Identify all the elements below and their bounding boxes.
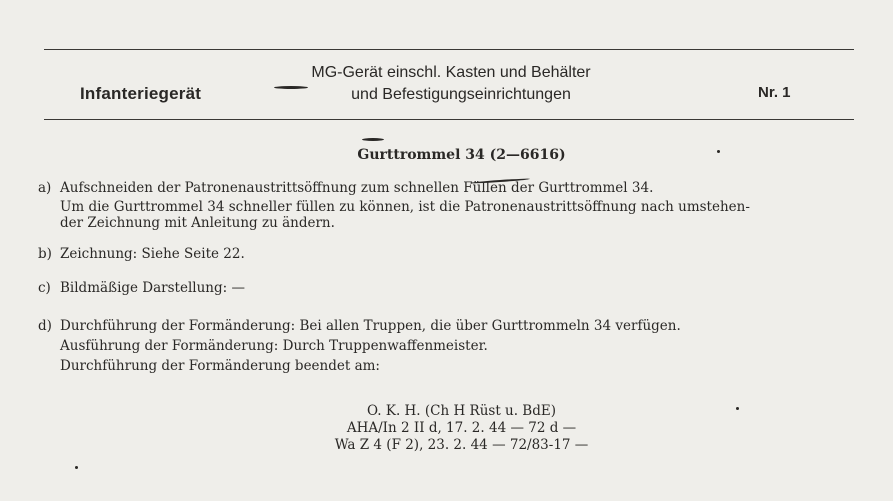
header-top-rule — [44, 49, 854, 50]
signature-line-1: O. K. H. (Ch H Rüst u. BdE) — [367, 403, 556, 419]
item-text: Bildmäßige Darstellung: — — [60, 280, 245, 296]
item-text: Durchführung der Formänderung: Bei allen Truppen, die über Gurttrommeln 34 verfügen. — [60, 318, 681, 334]
item-marker: a) — [38, 180, 52, 196]
item-text: Aufschneiden der Patronenaustrittsöffnung zum schnellen Füllen der Gurttrommel 34. — [60, 180, 654, 196]
header-number: Nr. 1 — [758, 84, 791, 101]
ink-smudge — [274, 86, 308, 89]
list-item-d — [38, 318, 838, 378]
ink-dot — [75, 466, 78, 469]
item-a-line-2: Um die Gurttrommel 34 schneller füllen zu können, ist die Patronenaustrittsöffnung nach umstehen- — [60, 199, 750, 215]
list-item-b — [38, 246, 838, 262]
header-title-line-2: und Befestigungseinrichtungen — [351, 86, 571, 103]
item-marker: b) — [38, 246, 52, 262]
header-category: Infanteriegerät — [80, 84, 202, 103]
list-item-c — [38, 280, 838, 296]
item-d-line-2: Ausführung der Formänderung: Durch Truppenwaffenmeister. — [60, 338, 488, 354]
list-item-a — [38, 180, 838, 231]
header-title — [250, 62, 630, 106]
header-bottom-rule — [44, 119, 854, 120]
section-title: Gurttrommel 34 (2—6616) — [357, 147, 566, 163]
item-marker: d) — [38, 318, 52, 334]
signature-line-2: AHA/In 2 II d, 17. 2. 44 — 72 d — — [346, 420, 577, 436]
item-a-line-1 — [38, 180, 838, 196]
ink-smudge — [362, 138, 384, 141]
item-text: Zeichnung: Siehe Seite 22. — [60, 246, 245, 262]
signature-line-3: Wa Z 4 (F 2), 23. 2. 44 — 72/83-17 — — [334, 437, 589, 453]
item-b-line-1 — [38, 246, 838, 262]
header-title-line-1: MG-Gerät einschl. Kasten und Behälter — [311, 64, 591, 81]
signature-block — [0, 403, 893, 454]
item-d-line-1 — [38, 318, 838, 334]
item-a-line-3: der Zeichnung mit Anleitung zu ändern. — [60, 215, 335, 231]
item-d-line-3: Durchführung der Formänderung beendet am: — [60, 358, 380, 374]
item-c-line-1 — [38, 280, 838, 296]
item-marker: c) — [38, 280, 51, 296]
